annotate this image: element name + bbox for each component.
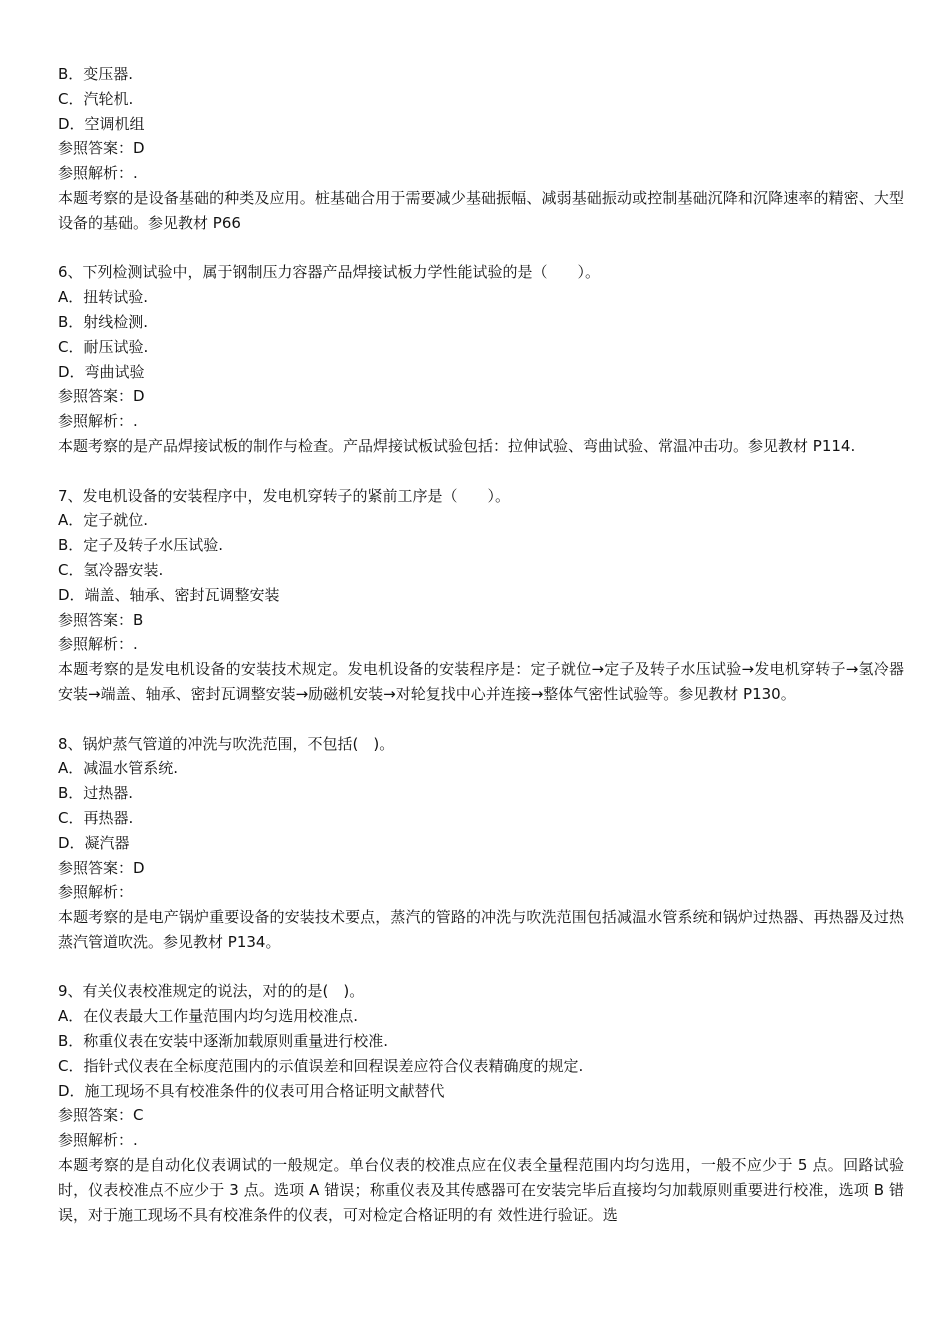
option-d: D．端盖、轴承、密封瓦调整安装 bbox=[58, 585, 280, 604]
option-c: C．指针式仪表在全标度范围内的示值误差和回程误差应符合仪表精确度的规定. bbox=[58, 1056, 584, 1075]
analysis-label: 参照解析：. bbox=[58, 412, 138, 431]
question-block-6 bbox=[58, 260, 904, 458]
document-page bbox=[58, 62, 904, 1227]
option-a: A．在仪表最大工作量范围内均匀选用校准点. bbox=[58, 1007, 359, 1026]
analysis-label: 参照解析： bbox=[58, 883, 134, 902]
answer: 参照答案：D bbox=[58, 387, 145, 406]
explanation: 本题考察的是设备基础的种类及应用。桩基础合用于需要减少基础振幅、减弱基础振动或控制基础沉降和沉降速率的精密、大型设备的基础。参见教材 P66 bbox=[58, 188, 904, 232]
option-c: C．耐压试验. bbox=[58, 337, 149, 356]
analysis-label: 参照解析：. bbox=[58, 164, 138, 183]
answer: 参照答案：D bbox=[58, 139, 145, 158]
question-text: 7、发电机设备的安装程序中，发电机穿转子的紧前工序是（ ）。 bbox=[58, 486, 511, 505]
option-b: B．称重仪表在安装中逐渐加载原则重量进行校准. bbox=[58, 1032, 389, 1051]
option-d: D．施工现场不具有校准条件的仪表可用合格证明文献替代 bbox=[58, 1081, 445, 1100]
explanation: 本题考察的是电产锅炉重要设备的安装技术要点，蒸汽的管路的冲洗与吹洗范围包括减温水管系统和锅炉过热器、再热器及过热蒸汽管道吹洗。参见教材 P134。 bbox=[58, 908, 904, 951]
question-text: 6、下列检测试验中，属于钢制压力容器产品焊接试板力学性能试验的是（ ）。 bbox=[58, 263, 601, 282]
option-c: C．氢冷器安装. bbox=[58, 560, 164, 579]
option-b: B．定子及转子水压试验. bbox=[58, 536, 224, 555]
answer: 参照答案：D bbox=[58, 858, 145, 877]
option-b: B．过热器. bbox=[58, 784, 134, 803]
option-a: A．减温水管系统. bbox=[58, 759, 179, 778]
explanation: 本题考察的是发电机设备的安装技术规定。发电机设备的安装程序是：定子就位→定子及转子水压试验→发电机穿转子→氢冷器安装→端盖、轴承、密封瓦调整安装→励磁机安装→对轮复找中心并连接→整体气密性试验等。参见教材 P130。 bbox=[58, 660, 904, 703]
question-block-9 bbox=[58, 979, 904, 1227]
explanation: 本题考察的是产品焊接试板的制作与检查。产品焊接试板试验包括：拉伸试验、弯曲试验、常温冲击功。参见教材 P114. bbox=[58, 436, 856, 455]
question-block-5-tail bbox=[58, 62, 904, 236]
option-c: C．再热器. bbox=[58, 808, 134, 827]
question-text: 9、有关仪表校准规定的说法，对的的是( )。 bbox=[58, 982, 365, 1001]
analysis-label: 参照解析：. bbox=[58, 635, 138, 654]
answer: 参照答案：C bbox=[58, 1106, 144, 1125]
option-d: D．空调机组 bbox=[58, 114, 145, 133]
option-c: C．汽轮机. bbox=[58, 89, 134, 108]
option-a: A．定子就位. bbox=[58, 511, 149, 530]
question-block-8 bbox=[58, 732, 904, 955]
option-b: B．变压器. bbox=[58, 65, 134, 83]
explanation: 本题考察的是自动化仪表调试的一般规定。单台仪表的校准点应在仪表全量程范围内均匀选用，一般不应少于 5 点。回路试验时，仪表校准点不应少于 3 点。选项 A 错误；称重仪表及其传感器可在安装完毕后直接均匀加载原则重要进行校准，选项 B 错误，对于施工现场不具有校准条件的仪表，可对检定合格证明的有 效性进行验证。选 bbox=[58, 1156, 904, 1224]
answer: 参照答案：B bbox=[58, 610, 144, 629]
analysis-label: 参照解析：. bbox=[58, 1131, 138, 1150]
option-d: D．弯曲试验 bbox=[58, 362, 145, 381]
option-d: D．凝汽器 bbox=[58, 833, 130, 852]
option-b: B．射线检测. bbox=[58, 312, 149, 331]
question-text: 8、锅炉蒸气管道的冲洗与吹洗范围，不包括( )。 bbox=[58, 734, 395, 753]
option-a: A．扭转试验. bbox=[58, 288, 149, 307]
question-block-7 bbox=[58, 484, 904, 707]
